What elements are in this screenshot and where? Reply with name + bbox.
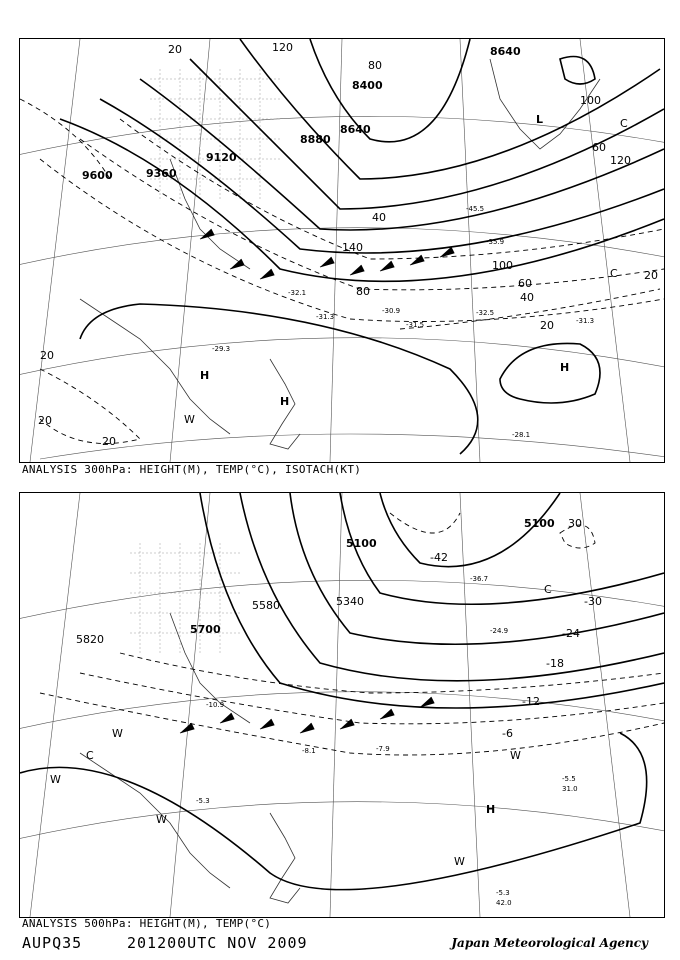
height-label: 5700 [190,623,221,636]
station-label: 31.0 [562,785,578,793]
hatched-region-500 [130,543,240,653]
caption-300hpa: ANALYSIS 300hPa: HEIGHT(M), TEMP(°C), ISOTACH(KT) [22,463,362,476]
temp-label: -31.3 [316,313,335,321]
height-label: 8640 [490,45,521,58]
station-label: -5.5 [562,775,576,783]
height-label: 9360 [146,167,177,180]
isotach-label: 20 [38,414,52,427]
map-500hpa-svg [20,493,664,917]
isotach-label: 20 [168,43,182,56]
station-label: 42.0 [496,899,512,907]
height-label: 8880 [300,133,331,146]
high-pressure-marker: H [200,369,210,382]
station-label: -5.3 [196,797,210,805]
height-label: 8640 [340,123,371,136]
isotach-label: 100 [580,94,601,107]
warm-marker: W [454,855,465,868]
temp-contour-label: -6 [502,727,513,740]
height-contours-500 [20,493,664,890]
warm-marker: W [184,413,195,426]
temp-contour-label: -42 [430,551,448,564]
isotach-label: 60 [518,277,532,290]
isotach-label: 60 [592,141,606,154]
chart-id: AUPQ35 [22,934,83,952]
temp-contour-label: -12 [522,695,540,708]
map-300hpa-svg [20,39,664,462]
height-label: 5100 [524,517,555,530]
height-label: 9600 [82,169,113,182]
station-label: -36.7 [470,575,489,583]
isotach-label: 100 [492,259,513,272]
isotach-label: 120 [610,154,631,167]
cold-marker: C [610,267,618,280]
height-label: 8400 [352,79,383,92]
high-pressure-marker: H [486,803,496,816]
warm-marker: W [112,727,123,740]
graticule-500 [20,493,664,917]
cold-marker: C [544,583,552,596]
temp-label: -31.5 [406,321,425,329]
temp-label: -28.1 [512,431,531,439]
height-label: 5340 [336,595,364,608]
height-label: 9120 [206,151,237,164]
isotach-label: 40 [372,211,386,224]
coastline-500 [80,613,300,903]
station-label: -8.1 [302,747,316,755]
temp-label: -29.3 [212,345,231,353]
agency-name: Japan Meteorological Agency [451,936,648,950]
warm-marker: W [510,749,521,762]
isotach-label: 20 [540,319,554,332]
temp-contour-label: -18 [546,657,564,670]
station-label: -10.9 [206,701,225,709]
warm-marker: W [156,813,167,826]
isotach-label: 40 [520,291,534,304]
temp-label: -45.5 [466,205,485,213]
height-label: 5580 [252,599,280,612]
height-label: 5100 [346,537,377,550]
temp-label: -30.9 [382,307,401,315]
map-panel-300hpa [19,38,665,463]
warm-marker: W [50,773,61,786]
isotach-label: 80 [368,59,382,72]
caption-500hpa: ANALYSIS 500hPa: HEIGHT(M), TEMP(°C) [22,917,272,930]
isotach-label: 80 [356,285,370,298]
isotach-label: 140 [342,241,363,254]
high-pressure-marker: H [280,395,290,408]
station-label: -7.9 [376,745,390,753]
low-pressure-marker: L [536,113,544,126]
station-label: -5.3 [496,889,510,897]
temp-contour-label: -30 [584,595,602,608]
high-pressure-marker: H [560,361,570,374]
isotach-label: 20 [644,269,658,282]
cold-marker: C [86,749,94,762]
temp-label: -35.9 [486,238,505,246]
temp-label: -32.5 [476,309,495,317]
temp-contour-label: 30 [568,517,582,530]
isotach-label: 20 [102,435,116,448]
temp-label: -31.3 [576,317,595,325]
isotach-label: 120 [272,41,293,54]
height-label: 5820 [76,633,104,646]
wind-barbs-300 [200,229,454,279]
station-label: -24.9 [490,627,509,635]
temp-contour-label: -24 [562,627,580,640]
isotach-label: 20 [40,349,54,362]
cold-marker: C [620,117,628,130]
isotach-contours-300 [20,99,664,444]
temp-label: -32.1 [288,289,307,297]
map-panel-500hpa [19,492,665,918]
valid-time: 201200UTC NOV 2009 [127,934,308,952]
